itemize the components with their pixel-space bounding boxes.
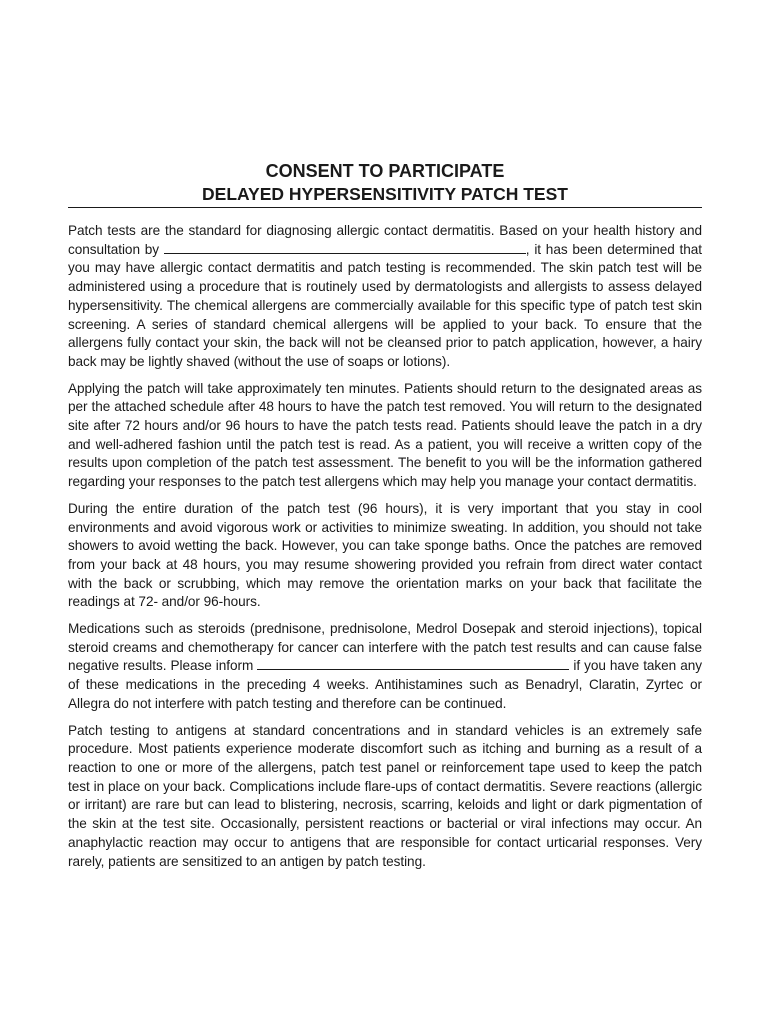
consultation-by-field[interactable] — [164, 241, 526, 254]
paragraph-duration: During the entire duration of the patch test (96 hours), it is very important that you stay in cool environments and avoid vigorous work or activities to minimize sweating. In addition, you should not take showers to avoid wetting the back. However, you can take sponge baths. Once the patches are removed from your back at 48 hours, you may resume showering provided you refrain from direct water contact with the back or scrubbing, which may remove the orientation marks on your back that facilitate the readings at 72- and/or 96-hours. — [68, 500, 702, 610]
paragraph-intro-text-end: , it has been determined that you may have allergic contact dermatitis and patch testing is recommended. The skin patch test will be administered using a procedure that is routinely used by dermatologists and allergists to assess delayed hypersensitivity. The chemical allergens are commercially available for this specific type of patch test skin screening. A series of standard chemical allergens will be applied to your back. To ensure that the allergens fully contact your skin, the back will not be cleansed prior to patch application, however, a hairy back may be lightly shaved (without the use of soaps or lotions). — [68, 241, 702, 369]
paragraph-intro-text-start: Patch tests are the standard for diagnosing allergic contact dermatitis. Based on your health history and consultation by — [68, 223, 702, 257]
document-title: CONSENT TO PARTICIPATE — [265, 161, 505, 181]
paragraph-application: Applying the patch will take approximately ten minutes. Patients should return to the designated areas as per the attached schedule after 48 hours to have the patch test removed. You will return to the designated site after 72 hours and/or 96 hours to have the patch tests read. Patients should leave the patch in a dry and well-adhered fashion until the patch test is read. As a patient, you will receive a written copy of the results upon completion of the patch test assessment. The benefit to you will be the information gathered regarding your responses to the patch test allergens which may help you manage your contact dermatitis. — [68, 380, 702, 490]
consent-document — [68, 160, 702, 879]
paragraph-medications-text-start: Medications such as steroids (prednisone, prednisolone, Medrol Dosepak and steroid injections), topical steroid creams and chemotherapy for cancer can interfere with the patch test results and can cause false negative results. Please inform — [68, 621, 702, 674]
paragraph-medications — [68, 620, 702, 714]
paragraph-medications-text-end: if you have taken any of these medications in the preceding 4 weeks. Antihistamines such as Benadryl, Claratin, Zyrtec or Allegra do not interfere with patch testing and therefore can be continued. — [68, 658, 703, 711]
please-inform-field[interactable] — [257, 657, 569, 670]
title-divider — [68, 207, 702, 208]
paragraph-intro — [68, 222, 702, 372]
document-subtitle: DELAYED HYPERSENSITIVITY PATCH TEST — [202, 184, 568, 204]
paragraph-safety: Patch testing to antigens at standard concentrations and in standard vehicles is an extremely safe procedure. Most patients experience moderate discomfort such as itching and burning as a result of a reaction to one or more of the allergens, patch test panel or reinforcement tape used to keep the patch test in place on your back. Complications include flare-ups of contact dermatitis. Severe reactions (allergic or irritant) are rare but can lead to blistering, necrosis, scarring, keloids and light or dark pigmentation of the skin at the test site. Occasionally, persistent reactions or bacterial or viral infections may occur. An anaphylactic reaction may occur to antigens that are responsible for contact urticarial responses. Very rarely, patients are sensitized to an antigen by patch testing. — [68, 722, 702, 869]
